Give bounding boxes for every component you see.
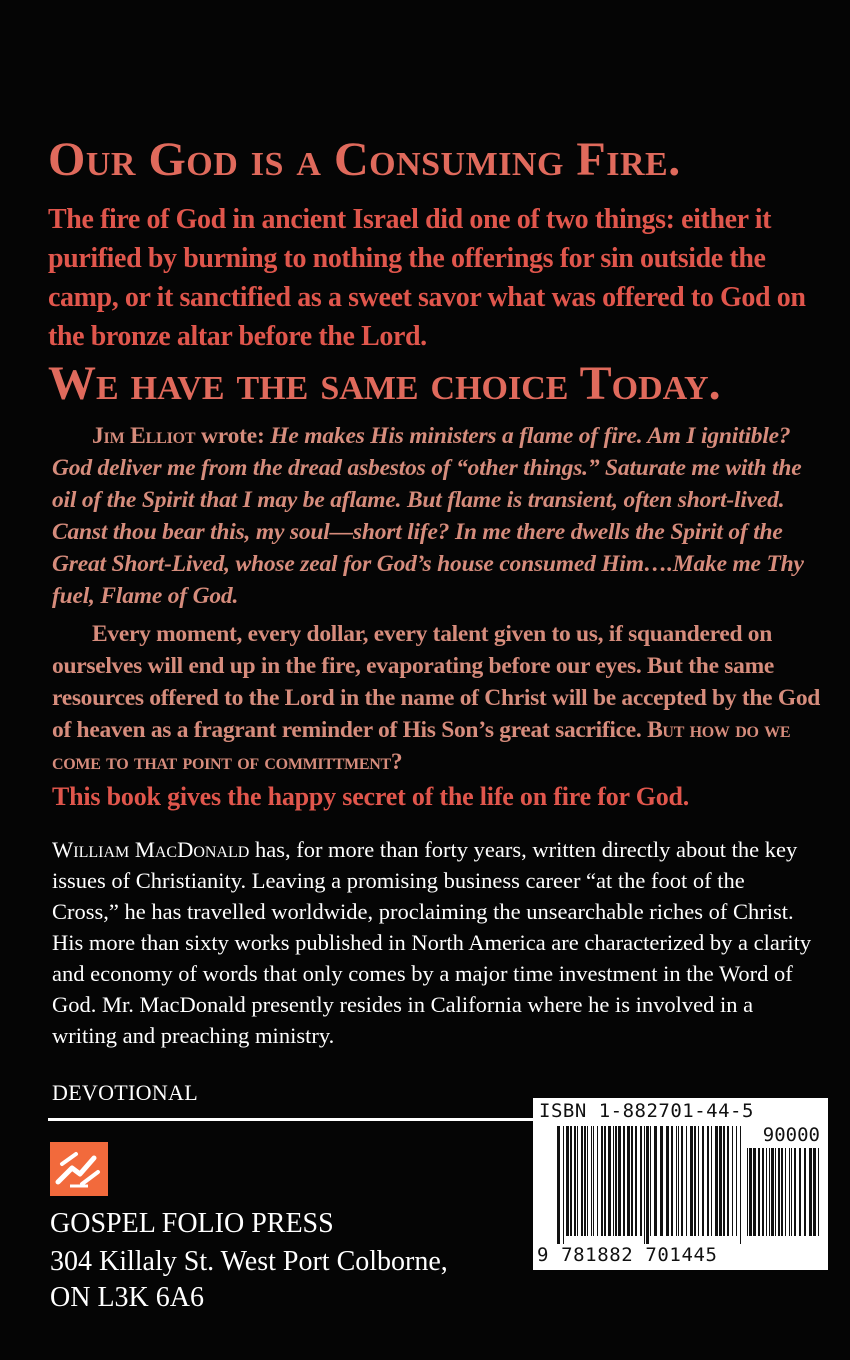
barcode-bar [631, 1126, 633, 1236]
barcode-bar [678, 1126, 679, 1236]
barcode-bar [608, 1126, 611, 1236]
barcode-bar [635, 1126, 637, 1236]
barcode-bar [593, 1126, 594, 1236]
barcode-bar [557, 1126, 560, 1244]
intro-paragraph: The fire of God in ancient Israel did one of two things: either it purified by burning to nothing the offerings for sin outside the camp, or it sanctified as a sweet savor what was offered to God on the bronze altar before the Lord. [48, 204, 806, 352]
publisher-address-line-1: 304 Killaly St. West Port Colborne, [50, 1246, 448, 1277]
barcode-bar [681, 1126, 683, 1236]
barcode-bar [646, 1126, 649, 1244]
barcode-bar [574, 1126, 576, 1236]
barcode-bar [686, 1126, 687, 1236]
barcode-bar [723, 1126, 725, 1236]
barcode-bar [577, 1126, 578, 1236]
quote-author: Jim Elliot [92, 423, 196, 449]
barcode-bar [785, 1148, 786, 1236]
barcode-bar [707, 1126, 709, 1236]
barcode-bar [775, 1148, 776, 1236]
quote-text: He makes His ministers a flame of fire. Am I ignitible? God deliver me from the dread asbestos of “other things.” Saturate me with the oil of the Spirit that I may be aflame. But flame is transient, often short-lived. Canst thou bear this, my soul—short life? In me there dwells the Spirit of the Great Short-Lived, whose zeal for God’s house consumed Him….Make me Thy fuel, Flame of God. [52, 423, 804, 609]
barcode-bar [566, 1126, 569, 1236]
barcode-bar [591, 1126, 592, 1236]
barcode-bar [809, 1148, 812, 1236]
barcode-bar [623, 1126, 625, 1236]
barcode-bar [753, 1148, 756, 1236]
book-tagline: This book gives the happy secret of the life on fire for God. [52, 782, 690, 811]
barcode-bar [791, 1148, 792, 1236]
barcode-bar [601, 1126, 603, 1236]
barcode-bar [587, 1126, 588, 1236]
every-moment-paragraph [52, 618, 822, 778]
barcode-bar [627, 1126, 630, 1236]
barcode-bar [581, 1126, 583, 1236]
barcode-bar [597, 1126, 598, 1236]
barcode-bar [618, 1126, 621, 1236]
barcode-bar [694, 1126, 696, 1236]
barcode-bar [758, 1148, 760, 1236]
moment-text: Every moment, every dollar, every talent given to us, if squandered on ourselves will end up in the fire, evaporating before our eyes. But the same resources offered to the Lord in the name of Christ will be accepted by the God of heaven as a fragrant reminder of His Son’s great sacrifice. [52, 621, 821, 743]
barcode-bar [727, 1126, 729, 1236]
barcode-bar [732, 1126, 733, 1236]
barcode-bar [563, 1126, 564, 1244]
barcode-bar [781, 1148, 783, 1236]
barcode-bar [813, 1148, 816, 1236]
barcode-bar [698, 1126, 699, 1236]
barcode-bar [640, 1126, 642, 1236]
divider-line [48, 1118, 538, 1121]
jim-elliot-quote-paragraph [52, 420, 822, 612]
author-bio-text: has, for more than forty years, written directly about the key issues of Christianity. Leaving a promising business career “at the foot of the Cross,” he has travelled worldwide, proclaiming the unsearchable riches of Christ. His more than sixty works published in North America are characterized by a clarity and economy of words that only comes by a major time investment in the Word of God. Mr. MacDonald presently resides in California where he is involved in a writing and preaching ministry. [52, 837, 812, 1048]
barcode-bar [747, 1148, 748, 1236]
barcode-bar [604, 1126, 606, 1236]
barcode-bar [690, 1126, 693, 1236]
barcode-bar [789, 1148, 790, 1236]
publisher-address-line-2: ON L3K 6A6 [50, 1282, 204, 1313]
barcode-bar [702, 1126, 704, 1236]
barcode-bars-main [557, 1126, 743, 1244]
barcode-bar [736, 1126, 737, 1236]
barcode-bar [749, 1148, 752, 1236]
barcode-bar [615, 1126, 617, 1236]
ean-digits: 9 781882 701445 [537, 1244, 718, 1266]
barcode-bar [584, 1126, 586, 1236]
barcode-bar [799, 1148, 801, 1236]
barcode-bars-addon [747, 1148, 821, 1244]
barcode-bar [804, 1148, 806, 1236]
barcode-bar [650, 1126, 651, 1236]
price-code: 90000 [762, 1124, 820, 1146]
quote-lead-in: wrote: [195, 423, 271, 449]
barcode-panel [533, 1098, 828, 1270]
barcode-bar [644, 1126, 645, 1244]
barcode-bar [570, 1126, 572, 1236]
category-label: DEVOTIONAL [52, 1080, 198, 1105]
barcode-bar [818, 1148, 819, 1236]
barcode-bar [654, 1126, 657, 1236]
isbn-label: ISBN 1-882701-44-5 [539, 1100, 754, 1122]
barcode-bar [613, 1126, 614, 1236]
barcode-bar [794, 1148, 796, 1236]
headline-same-choice: We have the same choice Today. [48, 357, 721, 410]
barcode-bar [671, 1126, 673, 1236]
author-name: William MacDonald [52, 837, 250, 862]
barcode-bar [769, 1148, 770, 1236]
headline-consuming-fire: Our God is a Consuming Fire. [48, 133, 681, 186]
barcode-bar [778, 1148, 780, 1236]
barcode-bar [762, 1148, 764, 1236]
barcode-bar [666, 1126, 669, 1236]
barcode-bar [676, 1126, 677, 1236]
barcode-bar [660, 1126, 663, 1236]
barcode-bar [766, 1148, 767, 1236]
barcode-bar [715, 1126, 718, 1236]
commitment-question: But how do we come to that point of committment? [52, 717, 791, 775]
barcode-bar [719, 1126, 722, 1236]
barcode-bar [771, 1148, 774, 1236]
publisher-name: GOSPEL FOLIO PRESS [50, 1208, 334, 1239]
author-bio [52, 834, 812, 1051]
barcode-bar [740, 1126, 741, 1244]
barcode-bar [711, 1126, 712, 1236]
publisher-logo-icon [50, 1142, 108, 1196]
